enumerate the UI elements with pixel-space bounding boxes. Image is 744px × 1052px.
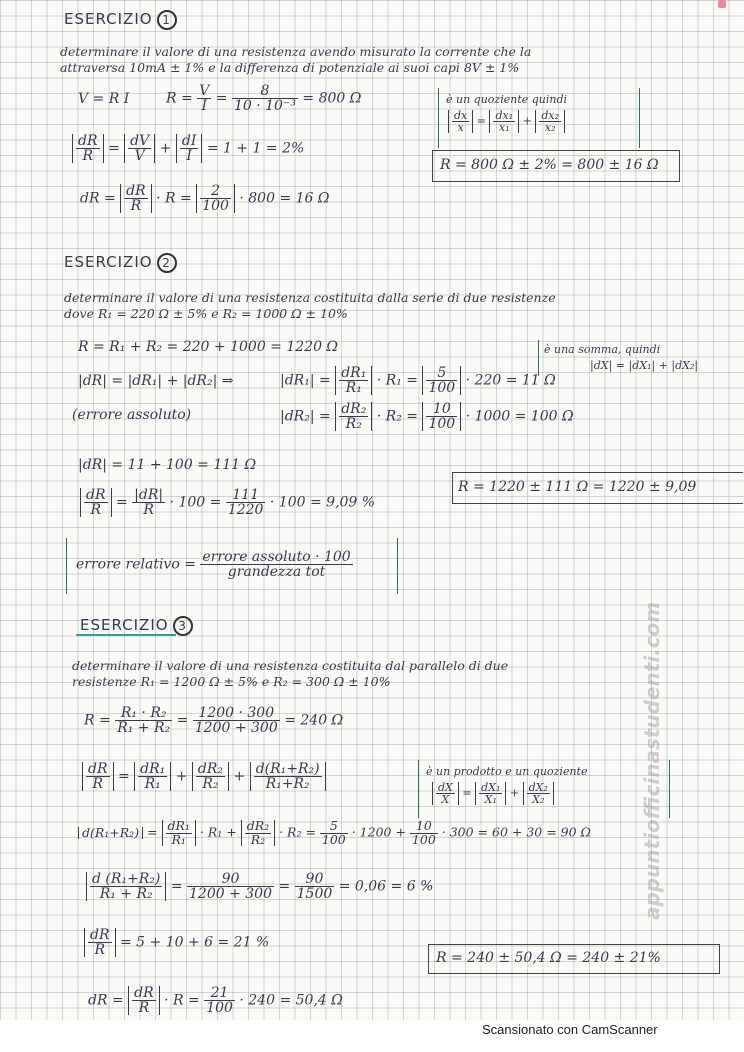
watermark: appuntiofficinastudenti.com: [640, 601, 664, 920]
scanner-label: Scansionato con CamScanner: [482, 1022, 658, 1037]
ex2-result: R = 1220 ± 111 Ω = 1220 ± 9,09: [458, 479, 697, 495]
ex3-parallel: R = $\frac{\text{R₁ · R₂}}{\text{R₁ + R₂}}$ = $\frac{1200 \cdot 300}{1200 + 300}$ = 240 Ω: [84, 705, 344, 736]
ex1-result: R = 800 Ω ± 2% = 800 ± 16 Ω: [440, 157, 659, 173]
ex2-dr1: |dR₁| = $\frac{\text{dR₁}}{\text{R₁}}$ · R₁ = $\frac{5}{100}$ · 220 = 11 Ω: [280, 365, 556, 396]
ex3-text-line2: resistenze R₁ = 1200 Ω ± 5% e R₂ = 300 Ω ± 10%: [72, 674, 391, 689]
ex3-rel-sum: $\frac{\text{d (R₁+R₂)}}{\text{R₁ + R₂}}$ = $\frac{90}{1200 + 300}$ = $\frac{90}{1500}$ = 0,06 = 6 %: [86, 872, 433, 901]
ex2-title: ESERCIZIO 2: [64, 253, 177, 273]
ex3-note-formula: $\frac{dX}{X}$ = $\frac{\text{dX₁}}{\text{X₁}}$ + $\frac{\text{dX₂}}{\text{X₂}}$: [432, 782, 554, 805]
ex3-title: ESERCIZIO 3: [80, 616, 193, 636]
ex1-ohm-law: V = R I: [78, 91, 130, 107]
ex1-abs-error: dR = $\frac{dR}{R}$ · R = $\frac{2}{100}$ · 800 = 16 Ω: [80, 183, 330, 214]
ex1-title: ESERCIZIO 1: [64, 10, 177, 30]
ex1-note: è un quoziente quindi: [446, 93, 568, 106]
ex2-rel-definition: errore relativo = $\frac{\text{errore assoluto · 100}}{\text{grandezza tot}}$: [76, 549, 351, 580]
ex2-rel: $\frac{dR}{R}$ = $\frac{|dR|}{R}$ · 100 = $\frac{111}{1220}$ · 100 = 9,09 %: [80, 488, 375, 517]
ex1-r-formula: R = $\frac{V}{I}$ = $\frac{8}{\text{10 · 10⁻³}}$ = 800 Ω: [166, 83, 362, 114]
ex2-text-line1: determinare il valore di una resistenza costituita dalla serie di due resistenze: [64, 290, 556, 305]
ex3-abs-error: dR = $\frac{dR}{R}$ · R = $\frac{21}{100}$ · 240 = 50,4 Ω: [88, 985, 343, 1016]
ex2-note2: |dX| = |dX₁| + |dX₂|: [590, 359, 699, 372]
ex3-d-sum: d(R₁+R₂) = $\frac{\text{dR₁}}{\text{R₁}}$ · R₁ + $\frac{\text{dR₂}}{\text{R₂}}$ · R₂ = $\frac{5}{100}$ · 1200 + $\frac{10}{100}$ · 300 = 60 + 30 = 90 Ω: [78, 820, 591, 846]
page-corner-mark: [718, 0, 726, 8]
ex1-rel-error: $\frac{dR}{R}$ = $\frac{dV}{V}$ + $\frac{dI}{I}$ = 1 + 1 = 2%: [72, 134, 304, 163]
ex3-text-line1: determinare il valore di una resistenza costituita dal parallelo di due: [72, 658, 509, 673]
ex3-title-underline: [76, 634, 176, 636]
ex3-rel-error: $\frac{dR}{R}$ = $\frac{\text{dR₁}}{\text{R₁}}$ + $\frac{\text{dR₂}}{\text{R₂}}$ + $\frac{\text{d(R₁+R₂)}}{\text{R₁+R₂}}$: [82, 762, 326, 791]
ex3-rel-total: $\frac{dR}{R}$ = 5 + 10 + 6 = 21 %: [84, 928, 269, 957]
ex2-text-line2: dove R₁ = 220 Ω ± 5% e R₂ = 1000 Ω ± 10%: [64, 306, 348, 321]
ex2-note1: è una somma, quindi: [544, 343, 661, 356]
ex1-text-line2: attraversa 10mA ± 1% e la differenza di potenziale ai suoi capi 8V ± 1%: [60, 60, 520, 75]
ex2-err-abs-label: (errore assoluto): [72, 407, 192, 423]
ex2-dr-total: |dR| = 11 + 100 = 111 Ω: [78, 457, 257, 473]
ex2-dr2: |dR₂| = $\frac{\text{dR₂}}{\text{R₂}}$ · R₂ = $\frac{10}{100}$ · 1000 = 100 Ω: [280, 401, 574, 432]
ex3-note: è un prodotto e un quoziente: [426, 765, 588, 778]
ex1-note-formula: $\frac{dx}{x}$ = $\frac{\text{dx₁}}{\text{x₁}}$ + $\frac{\text{dx₂}}{\text{x₂}}$: [448, 110, 565, 133]
ex2-abs-sum: |dR| = |dR₁| + |dR₂| ⇒: [78, 373, 234, 389]
ex1-text-line1: determinare il valore di una resistenza avendo misurato la corrente che la: [60, 44, 532, 59]
ex3-result: R = 240 ± 50,4 Ω = 240 ± 21%: [436, 950, 661, 966]
ex2-sum: R = R₁ + R₂ = 220 + 1000 = 1220 Ω: [78, 339, 339, 355]
